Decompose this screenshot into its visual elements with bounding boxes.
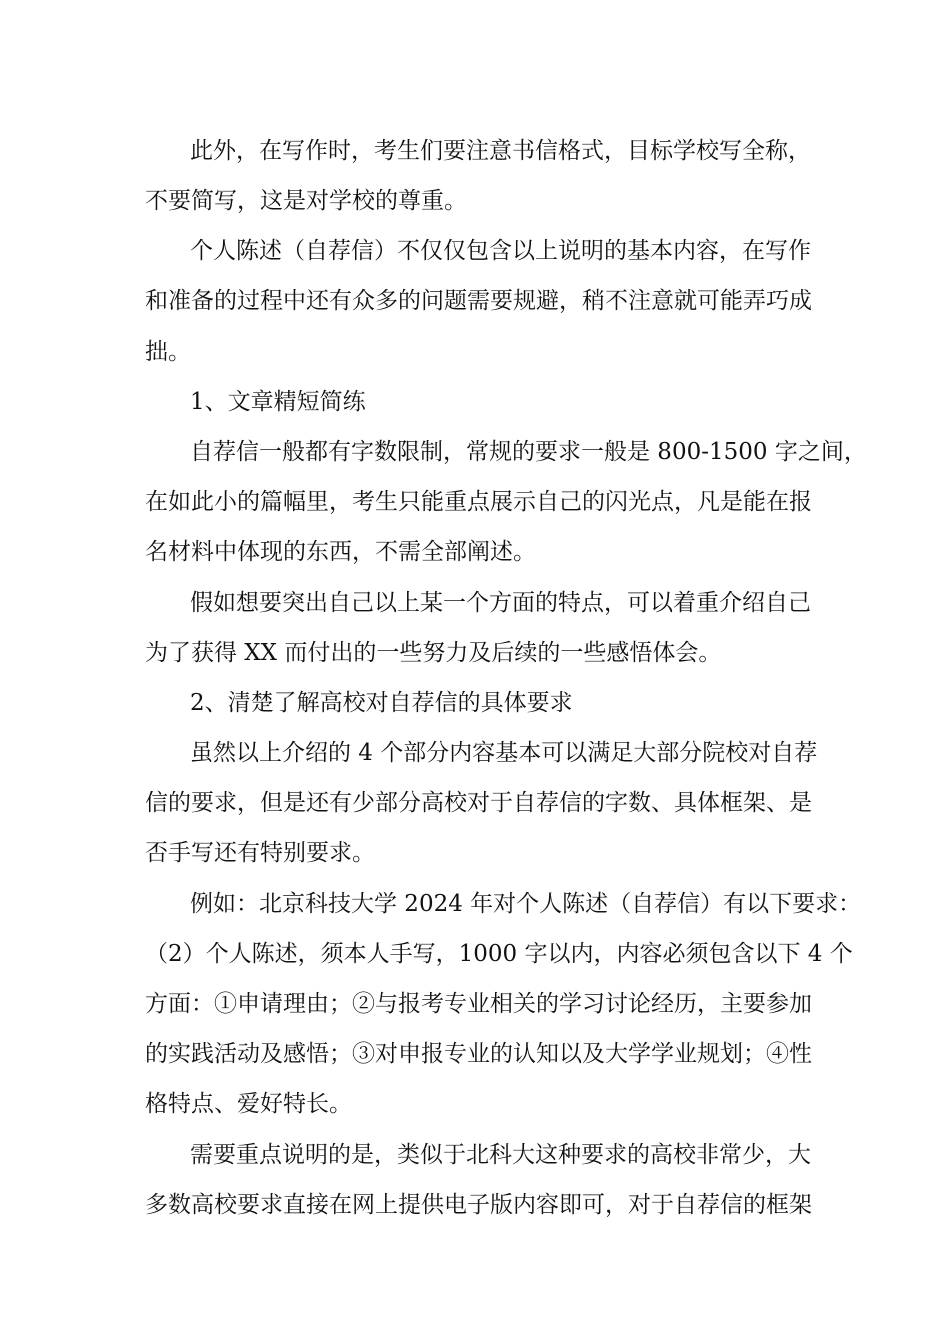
paragraph-line: 拙。 — [145, 339, 191, 365]
paragraph-line: 不要简写，这是对学校的尊重。 — [145, 188, 467, 214]
paragraph-line: 信的要求，但是还有少部分高校对于自荐信的字数、具体框架、是 — [145, 790, 812, 816]
paragraph-line: 多数高校要求直接在网上提供电子版内容即可，对于自荐信的框架 — [145, 1192, 812, 1218]
paragraph-line: 方面：①申请理由；②与报考专业相关的学习讨论经历，主要参加 — [145, 991, 812, 1017]
paragraph-line: 需要重点说明的是，类似于北科大这种要求的高校非常少，大 — [190, 1142, 811, 1168]
paragraph-line: 在如此小的篇幅里，考生只能重点展示自己的闪光点，凡是能在报 — [145, 489, 812, 515]
paragraph-line: （2）个人陈述，须本人手写，1000 字以内，内容必须包含以下 4 个 — [145, 941, 853, 967]
paragraph-line: 此外，在写作时，考生们要注意书信格式，目标学校写全称， — [190, 138, 811, 164]
section-heading: 2、清楚了解高校对自荐信的具体要求 — [190, 690, 573, 716]
section-heading: 1、文章精短简练 — [190, 389, 366, 415]
paragraph-line: 自荐信一般都有字数限制，常规的要求一般是 800-1500 字之间， — [190, 439, 867, 465]
paragraph-line: 例如：北京科技大学 2024 年对个人陈述（自荐信）有以下要求： — [190, 891, 862, 917]
paragraph-line: 个人陈述（自荐信）不仅仅包含以上说明的基本内容，在写作 — [190, 238, 811, 264]
paragraph-line: 为了获得 XX 而付出的一些努力及后续的一些感悟体会。 — [145, 640, 722, 666]
paragraph-line: 假如想要突出自己以上某一个方面的特点，可以着重介绍自己 — [190, 590, 811, 616]
paragraph-line: 名材料中体现的东西，不需全部阐述。 — [145, 539, 536, 565]
paragraph-line: 的实践活动及感悟；③对申报专业的认知以及大学学业规划；④性 — [145, 1041, 812, 1067]
paragraph-line: 虽然以上介绍的 4 个部分内容基本可以满足大部分院校对自荐 — [190, 740, 818, 766]
paragraph-line: 格特点、爱好特长。 — [145, 1091, 352, 1117]
paragraph-line: 和准备的过程中还有众多的问题需要规避，稍不注意就可能弄巧成 — [145, 288, 812, 314]
paragraph-line: 否手写还有特别要求。 — [145, 840, 375, 866]
